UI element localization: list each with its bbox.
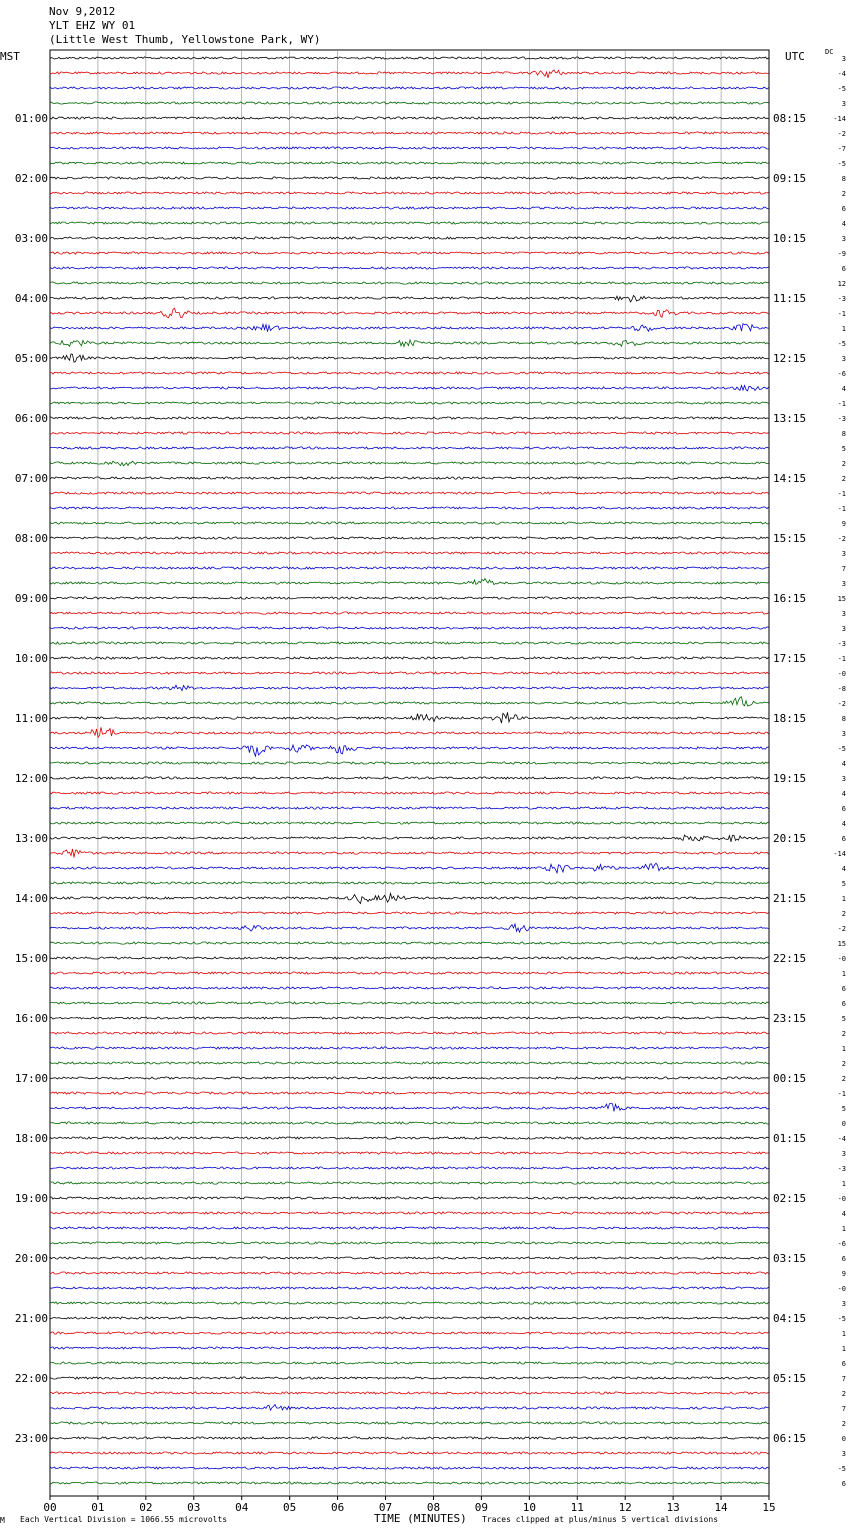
dc-offset-value: -0 [837, 1195, 846, 1203]
trace-row-36 [50, 597, 769, 599]
dc-offset-value: 2 [841, 1420, 846, 1428]
trace-row-78 [50, 1227, 769, 1229]
trace-row-67 [50, 1062, 769, 1064]
dc-offset-value: -2 [837, 700, 846, 708]
dc-offset-value: 4 [841, 385, 846, 393]
dc-offset-value: 3 [841, 625, 846, 633]
right-hour-label: 20:15 [773, 832, 807, 845]
x-tick-label: 15 [762, 1501, 776, 1514]
left-hour-label: 19:00 [14, 1192, 48, 1205]
dc-offset-value: -1 [837, 310, 846, 318]
right-hour-labels [773, 112, 806, 1445]
trace-row-7 [50, 162, 769, 164]
right-hour-label: 16:15 [773, 592, 807, 605]
trace-row-45 [50, 727, 769, 737]
right-timezone-label: UTC [785, 50, 805, 63]
dc-offset-value: -3 [837, 1165, 846, 1173]
dc-offset-value: 5 [841, 880, 846, 888]
trace-row-26 [50, 447, 769, 449]
dc-offset-value: 2 [841, 1075, 846, 1083]
trace-row-63 [50, 1002, 769, 1004]
clip-note: Traces clipped at plus/minus 5 vertical divisions [482, 1515, 719, 1524]
trace-row-69 [50, 1092, 769, 1094]
trace-row-77 [50, 1212, 769, 1214]
x-tick-label: 06 [330, 1501, 345, 1514]
trace-row-47 [50, 762, 769, 764]
right-hour-label: 22:15 [773, 952, 807, 965]
chart-date: Nov 9,2012 [49, 5, 116, 18]
left-hour-label: 10:00 [14, 652, 48, 665]
dc-offset-value: 4 [841, 760, 846, 768]
trace-row-18 [50, 324, 769, 332]
trace-row-5 [50, 132, 769, 134]
dc-offset-value: 8 [841, 430, 846, 438]
trace-row-1 [50, 70, 769, 78]
trace-row-93 [50, 1452, 769, 1454]
dc-offset-value: -2 [837, 925, 846, 933]
trace-row-33 [50, 552, 769, 554]
left-hour-label: 07:00 [14, 472, 48, 485]
trace-row-53 [50, 849, 769, 858]
right-hour-label: 10:15 [773, 232, 807, 245]
trace-row-10 [50, 207, 769, 209]
x-tick-label: 11 [570, 1501, 584, 1514]
dc-offset-header: DC [825, 48, 834, 56]
trace-row-58 [50, 924, 769, 932]
dc-offset-value: 3 [841, 55, 846, 63]
dc-offset-value: 4 [841, 1210, 846, 1218]
dc-offset-value: 4 [841, 220, 846, 228]
left-hour-label: 01:00 [14, 112, 48, 125]
dc-offset-value: 7 [841, 565, 846, 573]
left-hour-label: 20:00 [14, 1252, 48, 1265]
dc-offset-value: -5 [837, 1315, 846, 1323]
dc-offset-value: -0 [837, 955, 846, 963]
x-tick-label: 10 [522, 1501, 536, 1514]
right-hour-label: 09:15 [773, 172, 807, 185]
dc-offset-value: -0 [837, 1285, 846, 1293]
trace-row-94 [50, 1467, 769, 1469]
dc-offset-value: 5 [841, 1015, 846, 1023]
dc-offset-value: 3 [841, 730, 846, 738]
trace-row-0 [50, 57, 769, 59]
trace-row-24 [50, 417, 769, 419]
trace-row-81 [50, 1272, 769, 1274]
trace-row-9 [50, 192, 769, 194]
trace-row-27 [50, 461, 769, 466]
dc-offset-value: 6 [841, 1000, 846, 1008]
trace-row-52 [50, 835, 769, 842]
dc-offset-value: -5 [837, 340, 846, 348]
left-hour-labels [15, 112, 48, 1445]
right-hour-label: 14:15 [773, 472, 807, 485]
trace-row-23 [50, 402, 769, 404]
dc-offset-value: 1 [841, 895, 846, 903]
dc-offset-value: 1 [841, 1345, 846, 1353]
trace-row-84 [50, 1317, 769, 1319]
dc-offset-value: 12 [837, 280, 846, 288]
dc-offset-value: -5 [837, 745, 846, 753]
trace-row-57 [50, 912, 769, 914]
x-tick-label: 00 [43, 1501, 57, 1514]
trace-row-73 [50, 1152, 769, 1154]
trace-row-28 [50, 477, 769, 479]
dc-offset-value: -2 [837, 130, 846, 138]
left-hour-label: 03:00 [14, 232, 48, 245]
trace-row-29 [50, 492, 769, 494]
dc-offset-value: 3 [841, 580, 846, 588]
trace-row-46 [50, 745, 769, 756]
x-tick-label: 09 [474, 1501, 489, 1514]
x-tick-label: 13 [666, 1501, 680, 1514]
dc-offset-value: 7 [841, 1375, 846, 1383]
dc-offset-value: 6 [841, 265, 846, 273]
left-hour-label: 05:00 [14, 352, 48, 365]
trace-row-56 [50, 893, 769, 903]
trace-row-39 [50, 642, 769, 644]
right-hour-label: 21:15 [773, 892, 807, 905]
x-axis-title: TIME (MINUTES) [374, 1512, 467, 1525]
dc-offset-value: 1 [841, 970, 846, 978]
dc-offset-value: 7 [841, 1405, 846, 1413]
dc-offset-value: 5 [841, 445, 846, 453]
trace-row-87 [50, 1362, 769, 1364]
minute-gridlines [98, 50, 721, 1496]
x-tick-label: 05 [283, 1501, 297, 1514]
dc-offset-value: -1 [837, 1090, 846, 1098]
trace-row-71 [50, 1122, 769, 1124]
dc-offset-value: 6 [841, 1255, 846, 1263]
trace-row-85 [50, 1332, 769, 1334]
dc-offset-value: 6 [841, 985, 846, 993]
dc-offset-value: -14 [833, 850, 846, 858]
trace-row-89 [50, 1392, 769, 1394]
left-hour-label: 22:00 [14, 1372, 48, 1385]
trace-row-51 [50, 822, 769, 824]
dc-offset-value: 3 [841, 355, 846, 363]
right-hour-label: 00:15 [773, 1072, 807, 1085]
trace-row-62 [50, 987, 769, 989]
trace-row-43 [50, 697, 769, 706]
x-tick-label: 02 [139, 1501, 153, 1514]
trace-row-15 [50, 282, 769, 284]
trace-row-49 [50, 792, 769, 794]
dc-offset-value: -2 [837, 535, 846, 543]
trace-row-17 [50, 308, 769, 318]
dc-offset-value: 4 [841, 865, 846, 873]
x-tick-label: 01 [91, 1501, 105, 1514]
trace-row-75 [50, 1182, 769, 1184]
trace-row-83 [50, 1302, 769, 1304]
dc-offset-value: -3 [837, 415, 846, 423]
scale-note: Each Vertical Division = 1066.55 microvolts [20, 1515, 228, 1524]
trace-row-61 [50, 972, 769, 974]
trace-row-6 [50, 147, 769, 149]
dc-offset-value: 2 [841, 475, 846, 483]
dc-offset-value: 1 [841, 1180, 846, 1188]
trace-row-64 [50, 1017, 769, 1019]
trace-row-91 [50, 1422, 769, 1424]
trace-row-70 [50, 1104, 769, 1112]
dc-offset-value: 3 [841, 550, 846, 558]
trace-row-25 [50, 432, 769, 434]
right-hour-label: 12:15 [773, 352, 807, 365]
dc-offset-value: 6 [841, 1480, 846, 1488]
dc-offset-value: 3 [841, 775, 846, 783]
trace-row-76 [50, 1197, 769, 1199]
trace-row-88 [50, 1377, 769, 1379]
dc-offset-value: 1 [841, 1045, 846, 1053]
station-location: (Little West Thumb, Yellowstone Park, WY) [49, 33, 321, 46]
dc-offset-value: -0 [837, 670, 846, 678]
dc-offset-value: 9 [841, 520, 846, 528]
dc-offset-value: -9 [837, 250, 846, 258]
dc-offset-value: -8 [837, 685, 846, 693]
x-tick-label: 12 [618, 1501, 632, 1514]
dc-offset-value: -1 [837, 490, 846, 498]
dc-offset-value: 3 [841, 235, 846, 243]
dc-offset-value: -1 [837, 655, 846, 663]
trace-row-80 [50, 1257, 769, 1259]
trace-row-20 [50, 354, 769, 362]
dc-offset-value: 9 [841, 1270, 846, 1278]
trace-row-16 [50, 296, 769, 303]
left-hour-label: 09:00 [14, 592, 48, 605]
left-hour-label: 08:00 [14, 532, 48, 545]
trace-row-50 [50, 807, 769, 809]
dc-offset-value: 15 [837, 595, 846, 603]
right-hour-label: 15:15 [773, 532, 807, 545]
dc-offset-value: -5 [837, 1465, 846, 1473]
x-tick-label: 03 [187, 1501, 201, 1514]
left-hour-label: 04:00 [14, 292, 48, 305]
dc-offset-value: -3 [837, 640, 846, 648]
dc-offset-value: 4 [841, 790, 846, 798]
trace-row-35 [50, 579, 769, 585]
dc-offset-value: 6 [841, 205, 846, 213]
trace-row-92 [50, 1437, 769, 1439]
trace-rows [50, 57, 769, 1484]
left-hour-label: 14:00 [14, 892, 48, 905]
dc-offset-value: -1 [837, 400, 846, 408]
left-hour-label: 16:00 [14, 1012, 48, 1025]
left-hour-label: 21:00 [14, 1312, 48, 1325]
left-hour-label: 12:00 [14, 772, 48, 785]
trace-row-3 [50, 102, 769, 104]
trace-row-68 [50, 1077, 769, 1079]
trace-row-30 [50, 507, 769, 509]
trace-row-32 [50, 537, 769, 539]
right-hour-label: 04:15 [773, 1312, 807, 1325]
right-hour-label: 19:15 [773, 772, 807, 785]
trace-row-37 [50, 612, 769, 614]
dc-offset-value: 8 [841, 175, 846, 183]
dc-offset-value: -5 [837, 160, 846, 168]
trace-row-13 [50, 252, 769, 254]
dc-offset-value: -14 [833, 115, 846, 123]
trace-row-65 [50, 1032, 769, 1034]
x-tick-label: 14 [714, 1501, 728, 1514]
x-tick-label: 04 [235, 1501, 249, 1514]
dc-offset-value: 6 [841, 835, 846, 843]
dc-offset-values [833, 55, 846, 1488]
dc-offset-value: -5 [837, 85, 846, 93]
dc-offset-value: 15 [837, 940, 846, 948]
trace-row-79 [50, 1242, 769, 1244]
footer-mark: M [0, 1516, 5, 1525]
trace-row-59 [50, 942, 769, 944]
right-hour-label: 23:15 [773, 1012, 807, 1025]
station-code: YLT EHZ WY 01 [49, 19, 136, 32]
right-hour-label: 11:15 [773, 292, 807, 305]
trace-row-44 [50, 712, 769, 723]
left-hour-label: 17:00 [14, 1072, 48, 1085]
right-hour-label: 13:15 [773, 412, 807, 425]
trace-row-8 [50, 177, 769, 179]
trace-row-60 [50, 957, 769, 959]
right-hour-label: 05:15 [773, 1372, 807, 1385]
trace-row-90 [50, 1404, 769, 1410]
trace-row-74 [50, 1167, 769, 1169]
trace-row-34 [50, 567, 769, 569]
dc-offset-value: 1 [841, 325, 846, 333]
dc-offset-value: 2 [841, 1060, 846, 1068]
dc-offset-value: 6 [841, 805, 846, 813]
dc-offset-value: -1 [837, 505, 846, 513]
trace-row-55 [50, 882, 769, 884]
dc-offset-value: 3 [841, 1150, 846, 1158]
dc-offset-value: 3 [841, 100, 846, 108]
dc-offset-value: -6 [837, 1240, 846, 1248]
trace-row-95 [50, 1482, 769, 1484]
dc-offset-value: 2 [841, 1390, 846, 1398]
left-hour-label: 18:00 [14, 1132, 48, 1145]
dc-offset-value: 6 [841, 1360, 846, 1368]
dc-offset-value: 1 [841, 1330, 846, 1338]
x-tick-label: 07 [378, 1501, 393, 1514]
dc-offset-value: 3 [841, 1300, 846, 1308]
trace-row-2 [50, 87, 769, 89]
trace-row-14 [50, 267, 769, 269]
right-hour-label: 18:15 [773, 712, 807, 725]
dc-offset-value: 2 [841, 1030, 846, 1038]
dc-offset-value: 4 [841, 820, 846, 828]
trace-row-31 [50, 522, 769, 524]
dc-offset-value: -7 [837, 145, 846, 153]
left-hour-label: 11:00 [14, 712, 48, 725]
dc-offset-value: 8 [841, 715, 846, 723]
dc-offset-value: 1 [841, 1225, 846, 1233]
trace-row-54 [50, 863, 769, 873]
dc-offset-value: -4 [837, 70, 846, 78]
dc-offset-value: 5 [841, 1105, 846, 1113]
right-hour-label: 02:15 [773, 1192, 807, 1205]
trace-row-66 [50, 1047, 769, 1049]
right-hour-label: 08:15 [773, 112, 807, 125]
dc-offset-value: 2 [841, 910, 846, 918]
dc-offset-value: 3 [841, 610, 846, 618]
left-hour-label: 06:00 [14, 412, 48, 425]
x-tick-label: 08 [426, 1501, 441, 1514]
trace-row-41 [50, 672, 769, 674]
trace-row-72 [50, 1137, 769, 1139]
left-hour-label: 02:00 [14, 172, 48, 185]
left-hour-label: 13:00 [14, 832, 48, 845]
right-hour-label: 03:15 [773, 1252, 807, 1265]
trace-row-4 [50, 117, 769, 119]
trace-row-12 [50, 237, 769, 239]
trace-row-21 [50, 372, 769, 374]
right-hour-label: 06:15 [773, 1432, 807, 1445]
trace-row-82 [50, 1287, 769, 1289]
trace-row-40 [50, 657, 769, 659]
left-hour-label: 23:00 [14, 1432, 48, 1445]
left-timezone-label: MST [0, 50, 20, 63]
dc-offset-value: 2 [841, 190, 846, 198]
trace-row-48 [50, 777, 769, 779]
trace-row-86 [50, 1347, 769, 1349]
dc-offset-value: -6 [837, 370, 846, 378]
dc-offset-value: 0 [841, 1435, 846, 1443]
trace-row-19 [50, 340, 769, 347]
trace-row-42 [50, 685, 769, 691]
trace-row-38 [50, 627, 769, 629]
dc-offset-value: 3 [841, 1450, 846, 1458]
left-hour-label: 15:00 [14, 952, 48, 965]
dc-offset-value: -3 [837, 295, 846, 303]
trace-row-22 [50, 386, 769, 391]
dc-offset-value: 0 [841, 1120, 846, 1128]
right-hour-label: 17:15 [773, 652, 807, 665]
right-hour-label: 01:15 [773, 1132, 807, 1145]
dc-offset-value: -4 [837, 1135, 846, 1143]
trace-row-11 [50, 222, 769, 224]
dc-offset-value: 2 [841, 460, 846, 468]
